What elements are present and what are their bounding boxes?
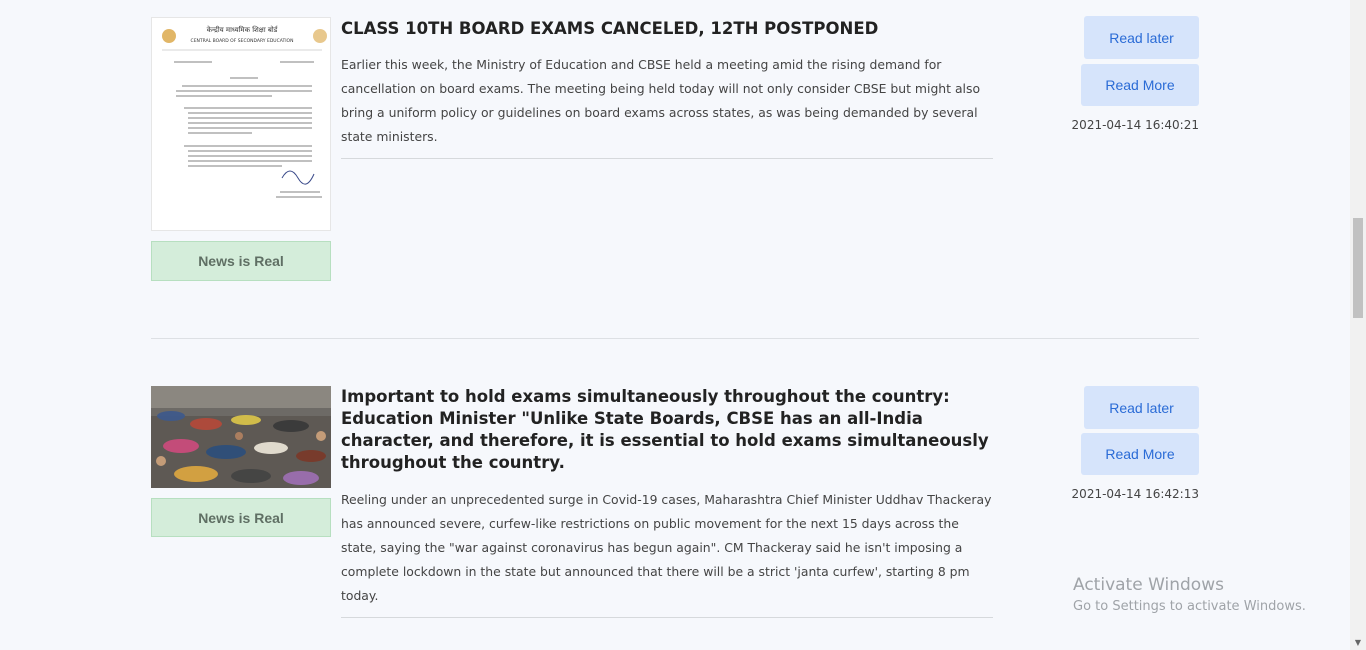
article-timestamp: 2021-04-14 16:42:13 xyxy=(1071,487,1199,501)
scrollbar-thumb[interactable] xyxy=(1353,218,1363,318)
verdict-badge: News is Real xyxy=(151,498,331,537)
read-more-button[interactable]: Read More xyxy=(1081,64,1199,106)
article-title: Important to hold exams simultaneously throughout the country: Education Minister "Unlike State Boards, CBSE has an all-India character, and therefore, it is essential to hold exams simultaneously throughout the country. xyxy=(341,387,989,472)
watermark-subtitle: Go to Settings to activate Windows. xyxy=(1073,599,1306,614)
article-timestamp: 2021-04-14 16:40:21 xyxy=(1071,118,1199,132)
read-later-button[interactable]: Read later xyxy=(1084,16,1199,59)
article-summary: Reeling under an unprecedented surge in Covid-19 cases, Maharashtra Chief Minister Uddhav Thackeray has announced severe, curfew-like restrictions on public movement for the next 15 days across the state, saying the "war against coronavirus has begun again". CM Thackeray said he isn't imposing a complete lockdown in the state but announced that there will be a strict 'janta curfew', starting 8 pm today. xyxy=(341,488,993,618)
article-summary: Earlier this week, the Ministry of Education and CBSE held a meeting amid the rising demand for cancellation on board exams. The meeting being held today will not only consider CBSE but might also bring a uniform policy or guidelines on board exams across states, as was being demanded by several state ministers. xyxy=(341,53,993,159)
watermark-title: Activate Windows xyxy=(1073,575,1224,595)
article-title: CLASS 10TH BOARD EXAMS CANCELED, 12TH POSTPONED xyxy=(341,19,879,38)
news-card xyxy=(151,0,1199,338)
read-more-button[interactable]: Read More xyxy=(1081,433,1199,475)
news-card xyxy=(151,339,1199,650)
article-thumbnail xyxy=(151,386,331,488)
article-thumbnail xyxy=(151,17,331,231)
activate-windows-watermark xyxy=(1073,574,1306,618)
vertical-scrollbar[interactable] xyxy=(1350,0,1366,650)
thumbnail-heading: केन्द्रीय माध्यमिक शिक्षा बोर्ड xyxy=(206,26,278,34)
thumbnail-subheading: CENTRAL BOARD OF SECONDARY EDUCATION xyxy=(190,39,294,44)
verdict-badge: News is Real xyxy=(151,241,331,281)
read-later-button[interactable]: Read later xyxy=(1084,386,1199,429)
scroll-down-arrow-icon[interactable]: ▼ xyxy=(1354,638,1362,647)
